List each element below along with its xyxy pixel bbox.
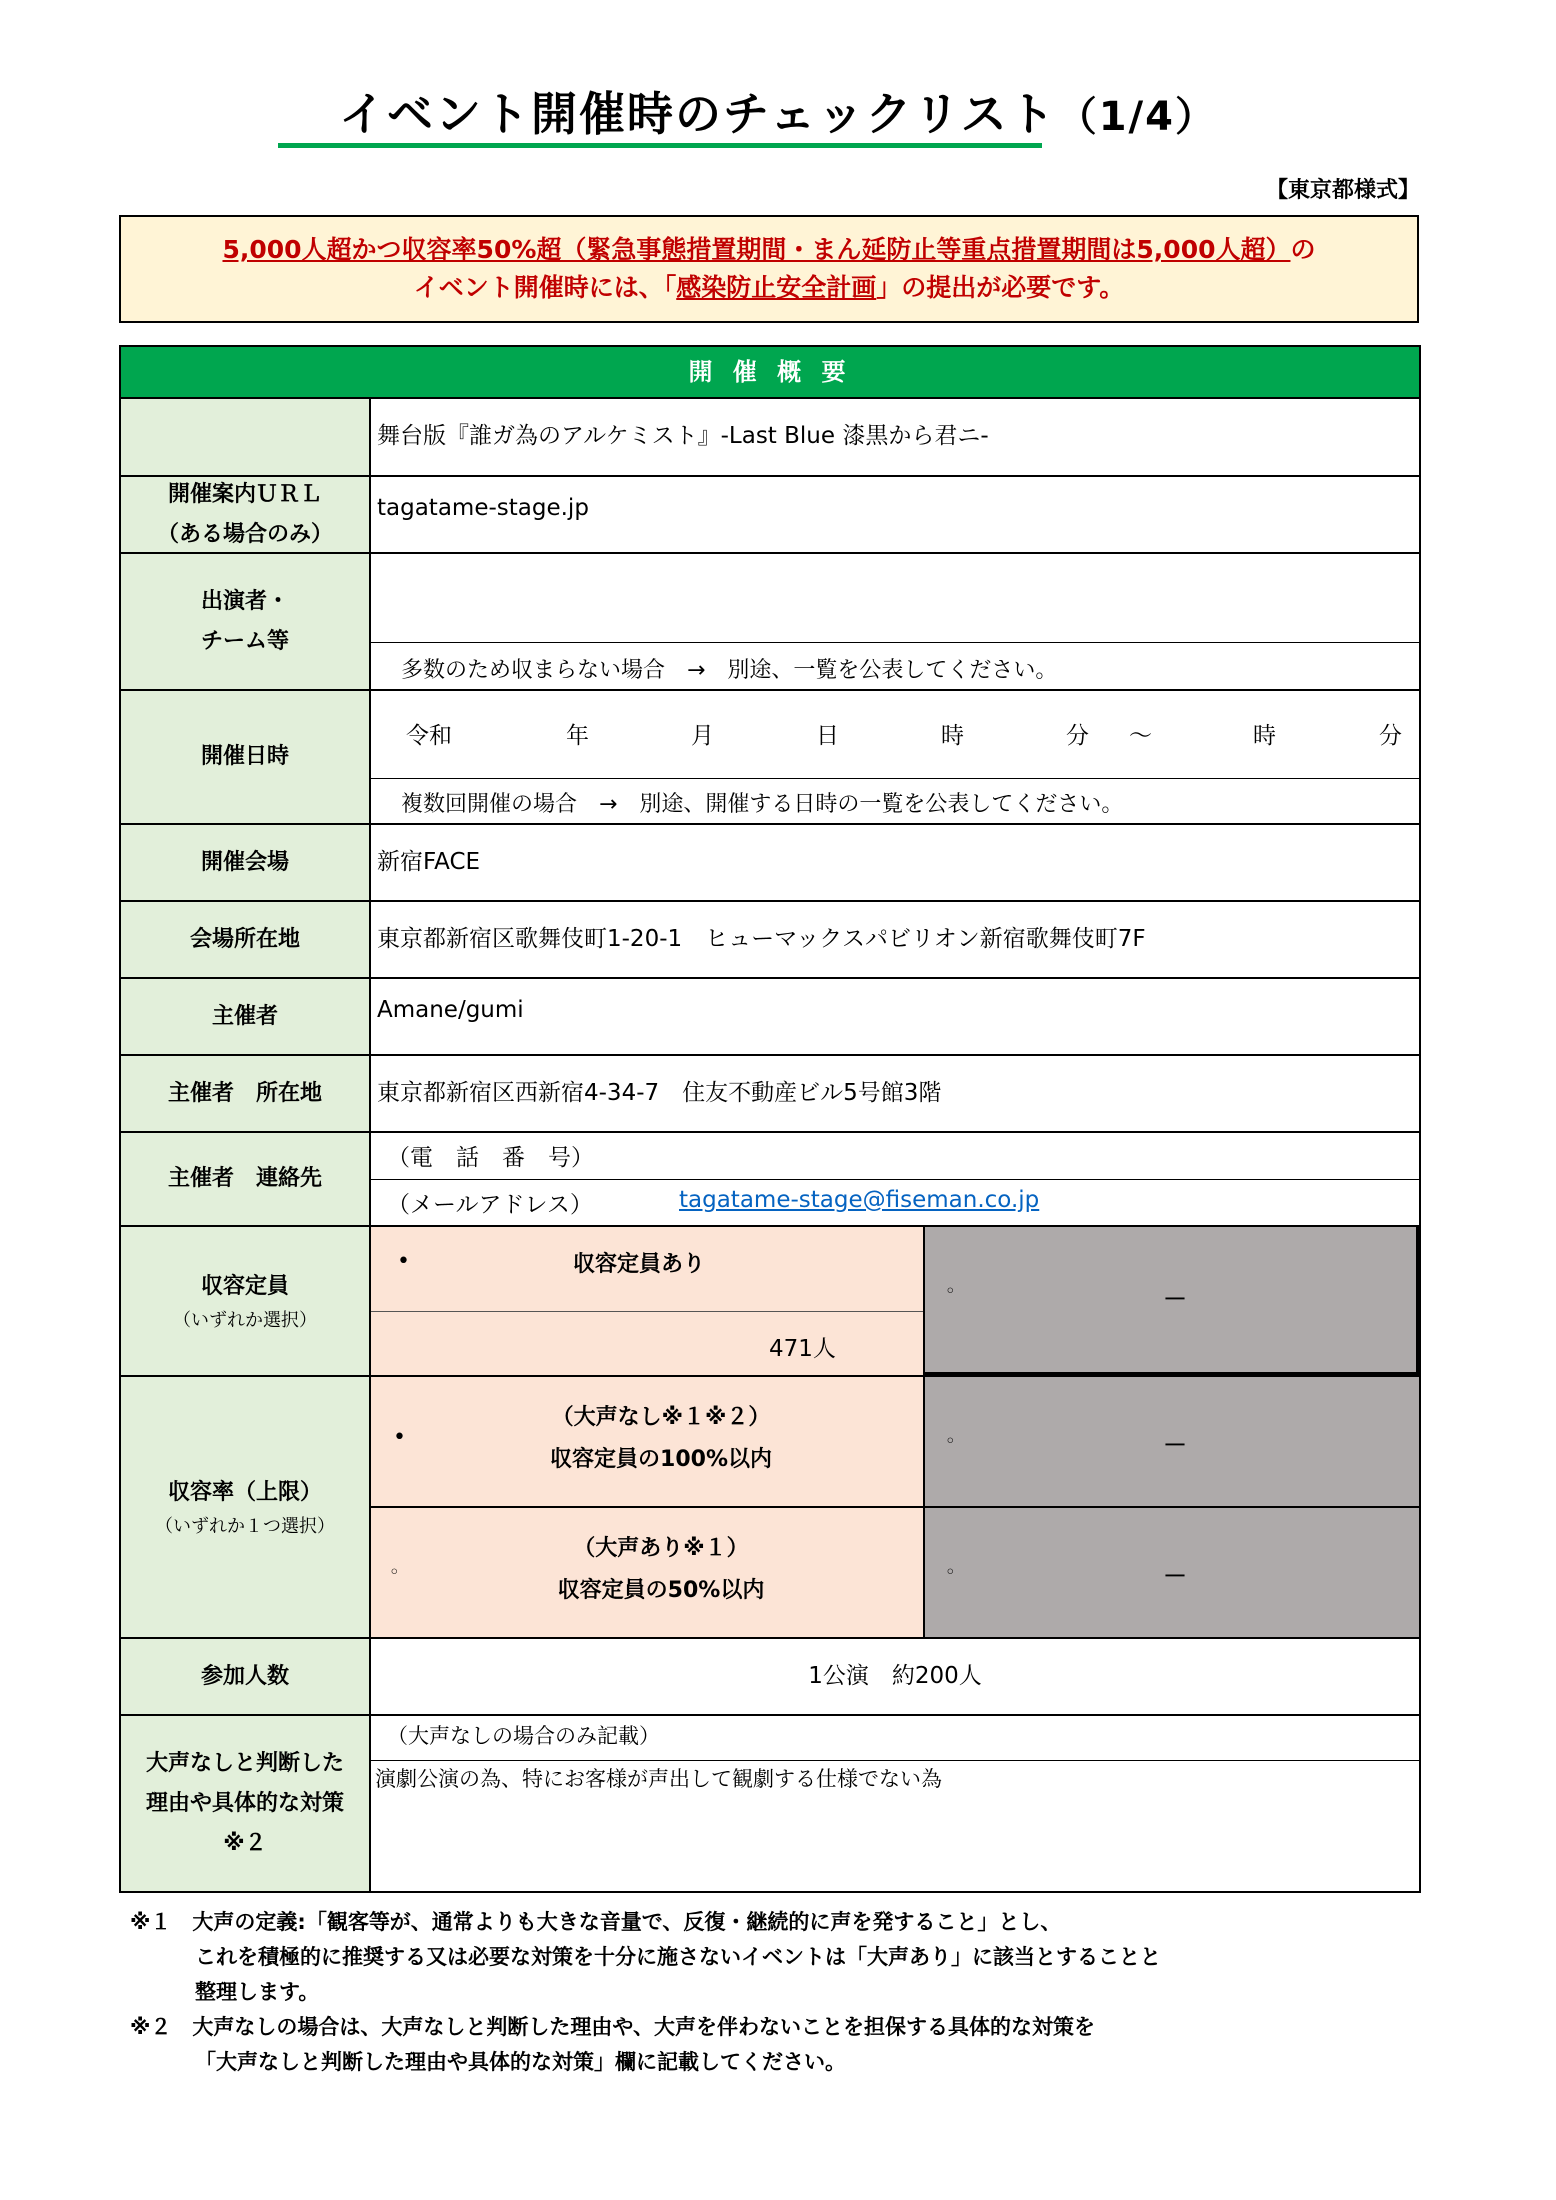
- event-name-value: 舞台版『誰ガ為のアルケミスト』-Last Blue 漆黒から君ニ-: [377, 423, 989, 449]
- row-occupancy: [119, 1377, 1421, 1639]
- venue-address-label: 会場所在地: [121, 902, 371, 977]
- title-underline: [278, 143, 1042, 148]
- notice-line-1-tail: の: [1290, 235, 1316, 264]
- participants-label: 参加人数: [121, 1639, 371, 1714]
- occupancy-option-a-mark: •: [393, 1425, 406, 1450]
- datetime-end-minute: 分: [1379, 723, 1402, 749]
- participants-value: 1公演 約200人: [808, 1663, 982, 1689]
- venue-value: 新宿FACE: [377, 849, 481, 875]
- row-organizer-address: [119, 1056, 1421, 1133]
- table-header: 開 催 概 要: [119, 345, 1421, 399]
- url-label: [121, 477, 371, 552]
- performers-label: [121, 554, 371, 689]
- notice-line-1: [121, 231, 1417, 269]
- notice-line-2-pre: イベント開催時には、「: [413, 273, 677, 302]
- occupancy-option-b-line1: （大声あり※１）: [573, 1536, 749, 1561]
- performers-note: 多数のため収まらない場合 → 別途、一覧を公表してください。: [401, 658, 1058, 683]
- performers-cell: [371, 554, 1419, 689]
- url-field[interactable]: [371, 477, 1419, 552]
- datetime-reiwa: 令和: [406, 723, 452, 749]
- footnote-2-line1: ※２ 大声なしの場合は、大声なしと判断した理由や、大声を伴わないことを担保する具体的な対策を: [130, 2015, 1095, 2039]
- datetime-hour: 時: [941, 723, 964, 749]
- row-participants: [119, 1639, 1421, 1716]
- datetime-day: 日: [816, 723, 839, 749]
- title-main: イベント開催時のチェックリスト: [339, 87, 1057, 141]
- datetime-note: 複数回開催の場合 → 別途、開催する日時の一覧を公表してください。: [401, 792, 1124, 817]
- capacity-option-2-mark: ◦: [945, 1281, 956, 1302]
- notice-box: [119, 215, 1419, 323]
- mail-field[interactable]: [371, 1180, 1419, 1226]
- occupancy-option-a-alt-dash: －: [1163, 1431, 1187, 1459]
- occupancy-option-b-mark: ◦: [389, 1562, 400, 1583]
- capacity-option-1-label: 収容定員あり: [573, 1252, 706, 1277]
- no-shout-cell: [371, 1716, 1419, 1891]
- footnote-1-line3: 整理します。: [195, 1980, 320, 2004]
- datetime-input[interactable]: [371, 691, 1419, 778]
- mail-link[interactable]: tagatame-stage@fiseman.co.jp: [679, 1187, 1040, 1213]
- organizer-address-field[interactable]: [371, 1056, 1419, 1131]
- capacity-sublabel: （いずれか選択）: [173, 1310, 317, 1331]
- phone-label: （電 話 番 号）: [387, 1145, 594, 1171]
- datetime-year: 年: [566, 723, 589, 749]
- capacity-option-1[interactable]: [371, 1227, 923, 1375]
- row-capacity: [119, 1227, 1421, 1377]
- datetime-end-hour: 時: [1253, 723, 1276, 749]
- row-organizer-contact: [119, 1133, 1421, 1227]
- venue-field[interactable]: [371, 825, 1419, 900]
- occupancy-option-b-alt-dash: －: [1163, 1562, 1187, 1590]
- organizer-label: 主催者: [121, 979, 371, 1054]
- occupancy-label-cell: [121, 1377, 371, 1637]
- occupancy-option-b-line2: 収容定員の50%以内: [557, 1578, 765, 1603]
- occupancy-option-b-alt[interactable]: [925, 1508, 1419, 1637]
- participants-field[interactable]: [371, 1639, 1419, 1714]
- phone-field[interactable]: [371, 1133, 1419, 1179]
- organizer-address-label: 主催者 所在地: [121, 1056, 371, 1131]
- no-shout-label: [121, 1716, 371, 1891]
- occupancy-cell: [371, 1377, 1419, 1637]
- event-name-field[interactable]: [371, 399, 1419, 475]
- occupancy-option-a-alt-mark: ◦: [945, 1431, 956, 1452]
- occupancy-label: 収容率（上限）: [167, 1480, 322, 1505]
- organizer-field[interactable]: [371, 979, 1419, 1054]
- row-organizer: [119, 979, 1421, 1056]
- no-shout-value: 演劇公演の為、特にお客様が声出して観劇する仕様でない為: [375, 1767, 942, 1791]
- row-no-shout-reason: [119, 1716, 1421, 1893]
- row-event-name: [119, 399, 1421, 477]
- no-shout-input[interactable]: [371, 1761, 1419, 1891]
- occupancy-option-a-alt[interactable]: [925, 1377, 1419, 1506]
- row-datetime: [119, 691, 1421, 825]
- occupancy-sublabel: （いずれか１つ選択）: [155, 1516, 335, 1537]
- capacity-label-cell: [121, 1227, 371, 1375]
- capacity-option-2-dash: －: [1163, 1285, 1187, 1313]
- event-name-label: [121, 399, 371, 475]
- venue-label: 開催会場: [121, 825, 371, 900]
- notice-line-1-underlined: 5,000人超かつ収容率50%超（緊急事態措置期間・まん延防止等重点措置期間は5,000人超）: [222, 235, 1291, 264]
- mail-label: （メールアドレス）: [387, 1192, 593, 1218]
- url-label-line2: （ある場合のみ）: [156, 521, 333, 547]
- datetime-cell: [371, 691, 1419, 823]
- occupancy-option-a-text: [411, 1397, 911, 1481]
- organizer-value: Amane/gumi: [377, 997, 524, 1023]
- title-page: （1/4）: [1056, 94, 1217, 140]
- performers-input[interactable]: [371, 554, 1419, 642]
- no-shout-note: （大声なしの場合のみ記載）: [387, 1724, 660, 1748]
- datetime-tilde: ～: [1129, 723, 1152, 749]
- url-value: tagatame-stage.jp: [377, 495, 589, 521]
- occupancy-option-b-alt-mark: ◦: [945, 1562, 956, 1583]
- performers-label-line1: 出演者・: [200, 588, 289, 614]
- form-style-label: 【東京都様式】: [1265, 178, 1420, 203]
- footnote-1-line1: ※１ 大声の定義:「観客等が、通常よりも大きな音量で、反復・継続的に声を発すること」とし、: [130, 1910, 1062, 1934]
- datetime-month: 月: [691, 723, 714, 749]
- notice-line-2-post: 」の提出が必要です。: [876, 273, 1125, 302]
- row-performers: [119, 554, 1421, 691]
- venue-address-field[interactable]: [371, 902, 1419, 977]
- occupancy-option-a-line2: 収容定員の100%以内: [550, 1447, 772, 1472]
- row-venue: [119, 825, 1421, 902]
- occupancy-option-a-line1: （大声なし※１※２）: [551, 1405, 771, 1430]
- no-shout-label-line2: 理由や具体的な対策: [145, 1790, 344, 1816]
- notice-line-2-underlined: 感染防止安全計画: [676, 273, 877, 302]
- venue-address-value: 東京都新宿区歌舞伎町1-20-1 ヒューマックスパビリオン新宿歌舞伎町7F: [377, 926, 1146, 952]
- performers-label-line2: チーム等: [200, 628, 289, 654]
- no-shout-label-line1: 大声なしと判断した: [145, 1750, 344, 1776]
- page-title: [0, 78, 1556, 144]
- occupancy-option-a[interactable]: [371, 1377, 923, 1506]
- capacity-label: 収容定員: [200, 1274, 289, 1299]
- no-shout-label-line3: ※２: [223, 1830, 267, 1856]
- row-venue-address: [119, 902, 1421, 979]
- capacity-cell: [371, 1227, 1419, 1375]
- occupancy-option-b[interactable]: [371, 1508, 923, 1637]
- datetime-label: 開催日時: [121, 691, 371, 823]
- organizer-contact-cell: [371, 1133, 1419, 1225]
- capacity-value: 471人: [769, 1336, 836, 1362]
- capacity-option-1-mark: •: [397, 1249, 410, 1274]
- url-label-line1: 開催案内ＵＲＬ: [167, 481, 322, 507]
- datetime-minute: 分: [1066, 723, 1089, 749]
- footnote-2-line2: 「大声なしと判断した理由や具体的な対策」欄に記載してください。: [195, 2050, 846, 2074]
- organizer-contact-label: 主催者 連絡先: [121, 1133, 371, 1225]
- capacity-option-2[interactable]: [925, 1227, 1419, 1375]
- occupancy-option-b-text: [411, 1528, 911, 1612]
- footnotes: [130, 1905, 1161, 2080]
- organizer-address-value: 東京都新宿区西新宿4-34-7 住友不動産ビル5号館3階: [377, 1080, 942, 1106]
- row-url: [119, 477, 1421, 554]
- footnote-1-line2: これを積極的に推奨する又は必要な対策を十分に施さないイベントは「大声あり」に該当とすることと: [195, 1945, 1161, 1969]
- notice-line-2: [121, 269, 1417, 307]
